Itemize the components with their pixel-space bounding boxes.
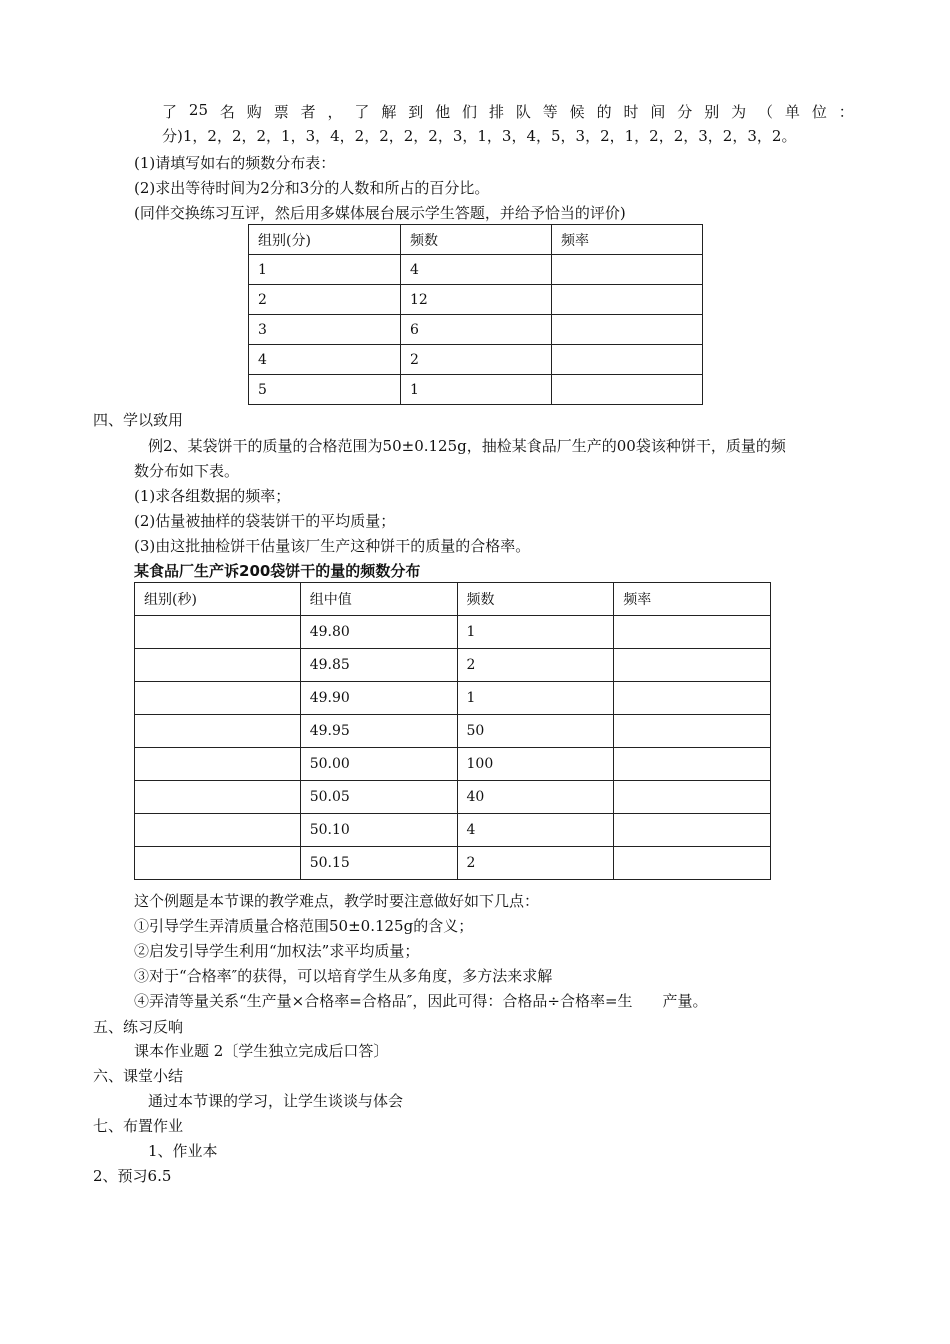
table-cell bbox=[135, 814, 301, 847]
table-header-row bbox=[135, 583, 771, 616]
table-cell bbox=[135, 649, 301, 682]
table-cell: 49.85 bbox=[300, 649, 457, 682]
table-row bbox=[135, 814, 771, 847]
table-cell bbox=[551, 255, 702, 285]
table-row bbox=[249, 285, 703, 315]
question-1: (1)请填写如右的频数分布表： bbox=[134, 154, 336, 172]
table-cell bbox=[614, 682, 771, 715]
section-6-heading: 六、课堂小结 bbox=[93, 1067, 184, 1085]
table-cell: 49.80 bbox=[300, 616, 457, 649]
table-row bbox=[135, 682, 771, 715]
table-row bbox=[135, 748, 771, 781]
table-cell: 40 bbox=[457, 781, 614, 814]
table-cell bbox=[135, 682, 301, 715]
section-6-text: 通过本节课的学习，让学生谈谈与体会 bbox=[148, 1092, 404, 1110]
table-row bbox=[249, 375, 703, 405]
intro-char: 为 bbox=[731, 103, 747, 121]
table-header-cell: 组中值 bbox=[300, 583, 457, 616]
intro-char: 者 bbox=[300, 103, 316, 121]
intro-line-2: 分)1，2，2，2，1，3，4，2，2，2，2，3，1，3，4，5，3，2，1，2，2，3，2，3，2。 bbox=[162, 127, 797, 145]
table-cell: 1 bbox=[457, 616, 614, 649]
table-cell bbox=[551, 345, 702, 375]
example-2-line-2: 数分布如下表。 bbox=[134, 462, 240, 480]
table-cell: 50 bbox=[457, 715, 614, 748]
table-cell: 4 bbox=[457, 814, 614, 847]
example-2-line-1: 例2、某袋饼干的质量的合格范围为50±0.125g，抽检某食品厂生产的00袋该种饼干，质量的频 bbox=[148, 437, 786, 455]
table-row bbox=[135, 715, 771, 748]
table-row bbox=[135, 781, 771, 814]
table-cell bbox=[614, 649, 771, 682]
intro-char: 候 bbox=[569, 103, 585, 121]
table-header-cell: 频率 bbox=[614, 583, 771, 616]
table-cell: 50.15 bbox=[300, 847, 457, 880]
table-cell bbox=[135, 616, 301, 649]
intro-char: 到 bbox=[408, 103, 424, 121]
table-cell bbox=[551, 285, 702, 315]
section-5-heading: 五、练习反响 bbox=[93, 1018, 184, 1036]
table-cell bbox=[135, 847, 301, 880]
intro-char: 们 bbox=[462, 103, 478, 121]
intro-char: 间 bbox=[650, 103, 666, 121]
table-cell: 3 bbox=[249, 315, 401, 345]
table-cell bbox=[614, 847, 771, 880]
table-header-cell: 频数 bbox=[401, 225, 552, 255]
frequency-table-2 bbox=[134, 582, 771, 880]
intro-char: 了 bbox=[354, 103, 370, 121]
table-cell: 49.95 bbox=[300, 715, 457, 748]
table-cell: 1 bbox=[249, 255, 401, 285]
frequency-table-1 bbox=[248, 224, 703, 405]
intro-char: 排 bbox=[488, 103, 504, 121]
intro-char: 名 bbox=[219, 103, 235, 121]
intro-char: ， bbox=[327, 103, 343, 121]
table-cell: 1 bbox=[401, 375, 552, 405]
table-cell bbox=[614, 781, 771, 814]
table-cell: 2 bbox=[457, 649, 614, 682]
table-row bbox=[249, 255, 703, 285]
intro-char: 等 bbox=[542, 103, 558, 121]
teaching-note-2: ②启发引导学生利用“加权法”求平均质量； bbox=[134, 942, 420, 960]
table-cell bbox=[135, 748, 301, 781]
intro-char: 位 bbox=[811, 103, 827, 121]
table-header-cell: 组别(分) bbox=[249, 225, 401, 255]
table-cell: 2 bbox=[457, 847, 614, 880]
table-cell: 5 bbox=[249, 375, 401, 405]
table-cell bbox=[551, 375, 702, 405]
intro-char: 了 bbox=[162, 103, 178, 121]
intro-char: 单 bbox=[784, 103, 800, 121]
teaching-note-intro: 这个例题是本节课的教学难点，教学时要注意做好如下几点： bbox=[134, 892, 540, 910]
homework-item-1: 1、作业本 bbox=[148, 1142, 218, 1160]
table-cell: 50.05 bbox=[300, 781, 457, 814]
table-row bbox=[249, 315, 703, 345]
table-header-row bbox=[249, 225, 703, 255]
table-header-cell: 频数 bbox=[457, 583, 614, 616]
section-5-text: 课本作业题 2〔学生独立完成后口答〕 bbox=[134, 1042, 389, 1060]
table-cell bbox=[614, 814, 771, 847]
example-question-3: (3)由这批抽检饼干估量该厂生产这种饼干的质量的合格率。 bbox=[134, 537, 531, 555]
intro-line-1 bbox=[162, 101, 854, 122]
table-cell bbox=[135, 781, 301, 814]
table-row bbox=[249, 345, 703, 375]
table-cell bbox=[614, 616, 771, 649]
table-cell bbox=[551, 315, 702, 345]
intro-char: 25 bbox=[188, 101, 208, 119]
teaching-note-3: ③对于“合格率″的获得，可以培育学生从多角度，多方法来求解 bbox=[134, 967, 553, 985]
intro-char: 别 bbox=[704, 103, 720, 121]
table-cell bbox=[614, 715, 771, 748]
table-cell: 2 bbox=[401, 345, 552, 375]
table-header-cell: 频率 bbox=[551, 225, 702, 255]
table-row bbox=[135, 847, 771, 880]
teaching-note-1: ①引导学生弄清质量合格范围50±0.125g的含义； bbox=[134, 917, 474, 935]
table-cell: 12 bbox=[401, 285, 552, 315]
table-row bbox=[135, 649, 771, 682]
intro-char: 分 bbox=[677, 103, 693, 121]
peer-review-note: (同伴交换练习互评，然后用多媒体展台展示学生答题，并给予恰当的评价) bbox=[134, 204, 626, 222]
intro-char: 解 bbox=[381, 103, 397, 121]
table-cell: 1 bbox=[457, 682, 614, 715]
table-cell: 50.00 bbox=[300, 748, 457, 781]
homework-item-2: 2、预习6.5 bbox=[93, 1167, 172, 1185]
intro-char: 购 bbox=[246, 103, 262, 121]
section-4-heading: 四、学以致用 bbox=[93, 411, 184, 429]
table-cell: 2 bbox=[249, 285, 401, 315]
intro-char: 他 bbox=[435, 103, 451, 121]
table-cell bbox=[135, 715, 301, 748]
table-row bbox=[135, 616, 771, 649]
teaching-note-4: ④弄清等量关系“生产量×合格率=合格品″，因此可得：合格品÷合格率=生 产量。 bbox=[134, 992, 708, 1010]
table-cell: 4 bbox=[249, 345, 401, 375]
intro-char: 时 bbox=[623, 103, 639, 121]
table-2-title: 某食品厂生产诉200袋饼干的量的频数分布 bbox=[134, 562, 421, 580]
intro-char: （ bbox=[758, 103, 774, 121]
table-cell: 100 bbox=[457, 748, 614, 781]
table-header-cell: 组别(秒) bbox=[135, 583, 301, 616]
intro-char: 队 bbox=[515, 103, 531, 121]
intro-char: 票 bbox=[273, 103, 289, 121]
example-question-1: (1)求各组数据的频率； bbox=[134, 487, 291, 505]
intro-char: ： bbox=[838, 103, 854, 121]
table-cell: 6 bbox=[401, 315, 552, 345]
table-cell bbox=[614, 748, 771, 781]
section-7-heading: 七、布置作业 bbox=[93, 1117, 184, 1135]
table-cell: 50.10 bbox=[300, 814, 457, 847]
example-question-2: (2)估量被抽样的袋装饼干的平均质量； bbox=[134, 512, 396, 530]
table-cell: 4 bbox=[401, 255, 552, 285]
intro-char: 的 bbox=[596, 103, 612, 121]
table-cell: 49.90 bbox=[300, 682, 457, 715]
question-2: (2)求出等待时间为2分和3分的人数和所占的百分比。 bbox=[134, 179, 490, 197]
